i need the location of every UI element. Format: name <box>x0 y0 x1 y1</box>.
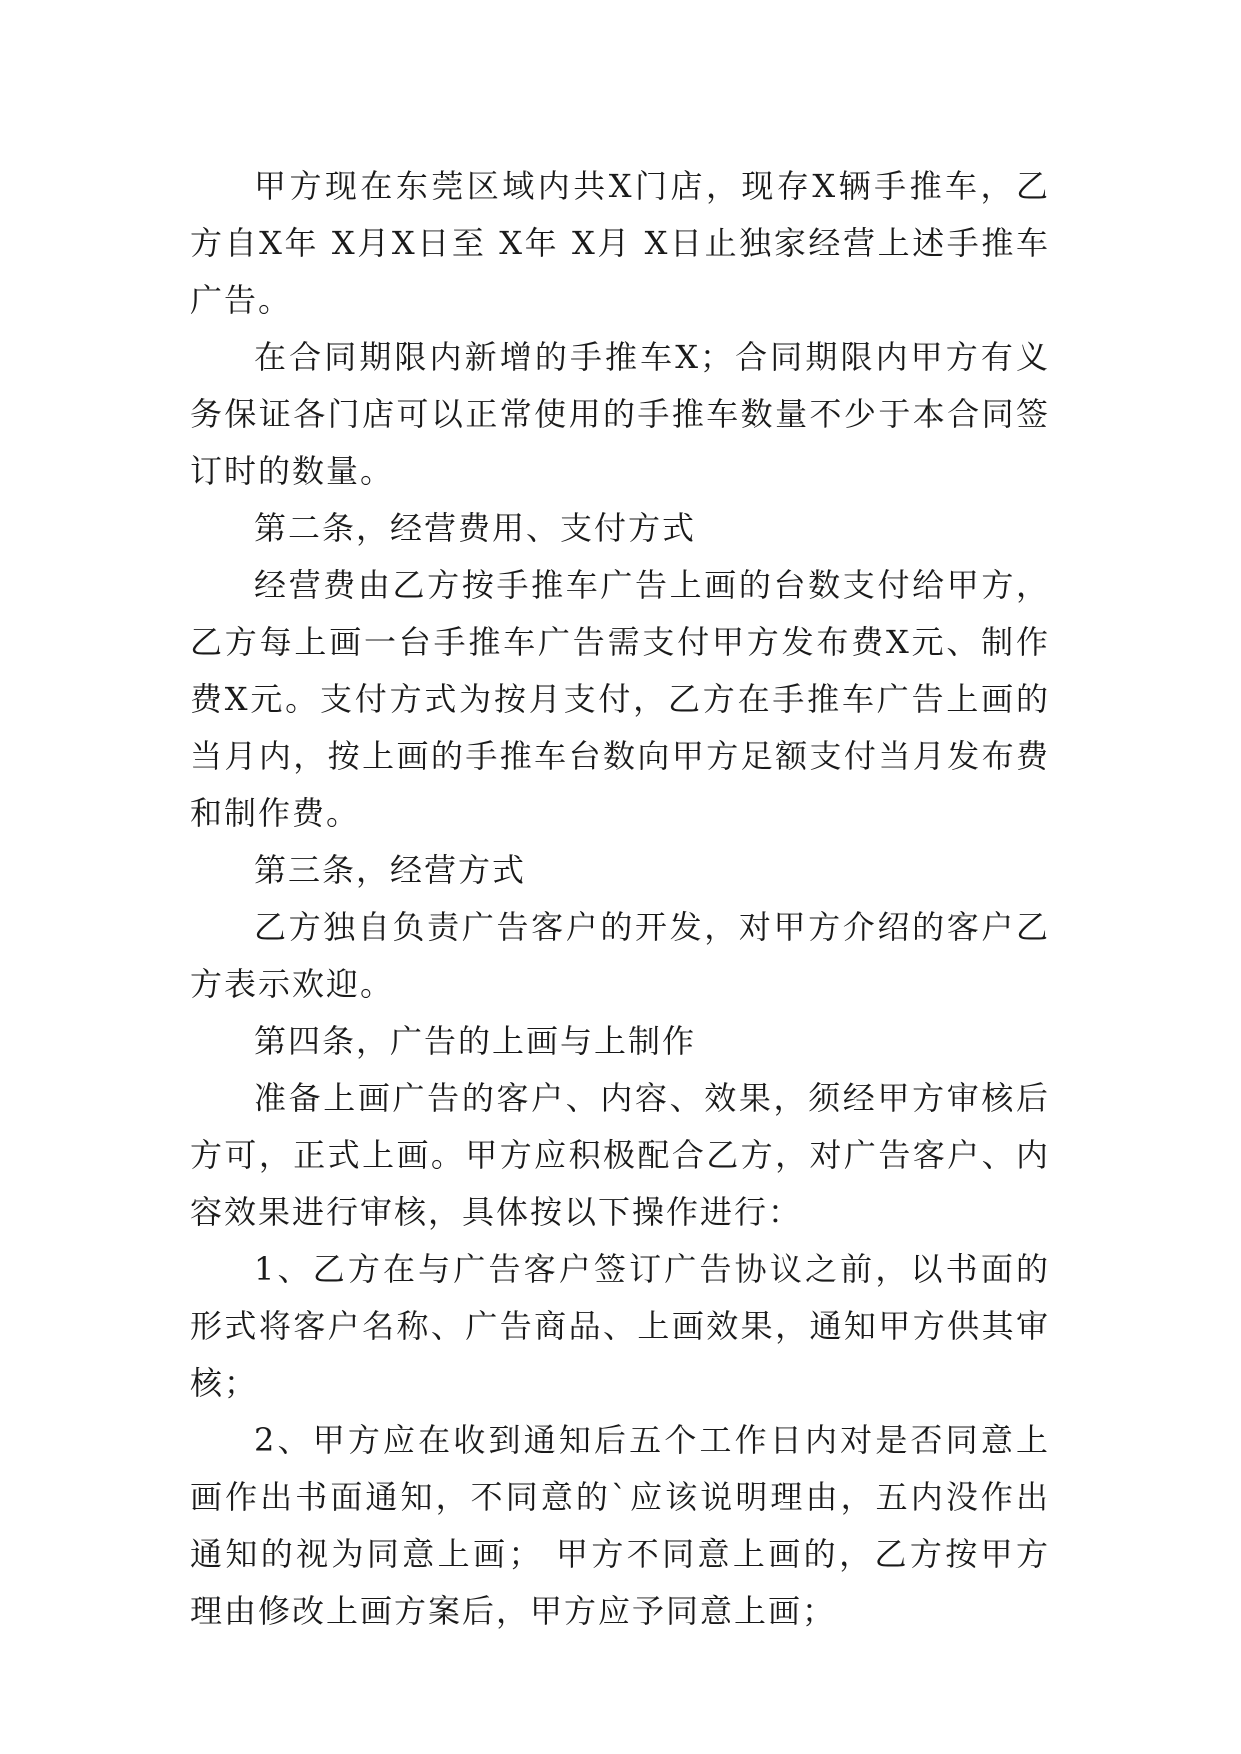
paragraph-store-carts: 甲方现在东莞区域内共X门店，现存X辆手推车，乙方自X年 X月X日至 X年 X月 X日止独家经营上述手推车广告。 <box>190 167 1050 319</box>
paragraph-item-1: 1、乙方在与广告客户签订广告协议之前，以书面的形式将客户名称、广告商品、上画效果，通知甲方供其审核； <box>190 1250 1050 1402</box>
article-2-heading: 第二条，经营费用、支付方式 <box>254 509 697 547</box>
contract-body <box>190 158 1050 1640</box>
paragraph-new-carts: 在合同期限内新增的手推车X；合同期限内甲方有义务保证各门店可以正常使用的手推车数量不少于本合同签订时的数量。 <box>190 338 1050 490</box>
paragraph-review-process: 准备上画广告的客户、内容、效果，须经甲方审核后方可，正式上画。甲方应积极配合乙方，对广告客户、内容效果进行审核，具体按以下操作进行： <box>190 1079 1050 1231</box>
paragraph-item-2: 2、甲方应在收到通知后五个工作日内对是否同意上画作出书面通知，不同意的`应该说明理由，五内没作出通知的视为同意上画； 甲方不同意上画的，乙方按甲方理由修改上画方案后，甲方应予同意上画； <box>190 1421 1050 1630</box>
article-3-heading: 第三条，经营方式 <box>254 851 527 889</box>
paragraph-fees: 经营费由乙方按手推车广告上画的台数支付给甲方，乙方每上画一台手推车广告需支付甲方发布费X元、制作费X元。支付方式为按月支付，乙方在手推车广告上画的当月内，按上画的手推车台数向甲方足额支付当月发布费和制作费。 <box>190 566 1050 832</box>
paragraph-business-method: 乙方独自负责广告客户的开发，对甲方介绍的客户乙方表示欢迎。 <box>190 908 1050 1003</box>
article-4-heading: 第四条，广告的上画与上制作 <box>254 1022 697 1060</box>
